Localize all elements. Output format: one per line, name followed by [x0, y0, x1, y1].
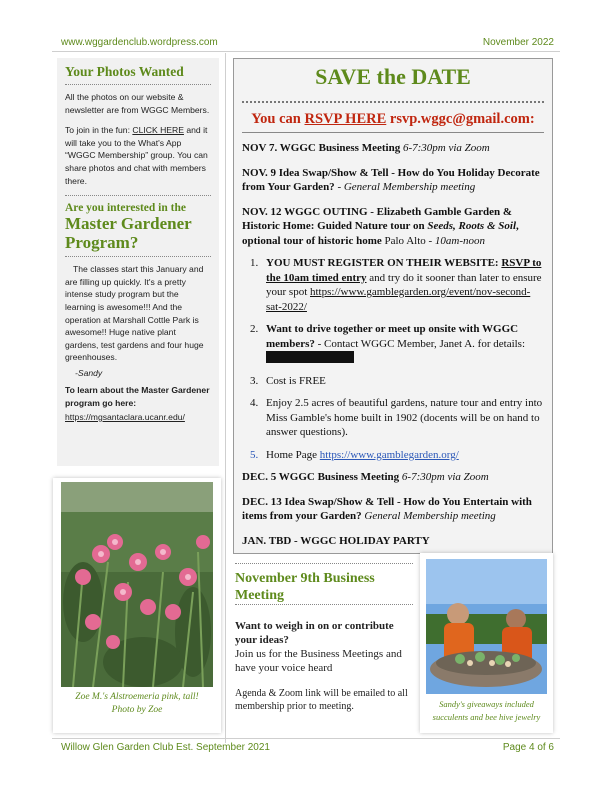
list-number: 1. [250, 257, 259, 269]
business-meeting-body: Join us for the Business Meetings and have your voice heard [235, 648, 402, 674]
list-item [242, 322, 544, 366]
event-title: NOV 7. WGGC Business Meeting [242, 142, 401, 154]
event-nov9 [242, 166, 544, 195]
list-item [242, 448, 544, 463]
event-dec13 [242, 495, 544, 524]
photos-wanted-text: All the photos on our website & newsletter are from WGGC Members. [65, 92, 210, 115]
rsvp-line [242, 111, 544, 128]
master-gardener-heading: Master Gardener Program? [65, 214, 192, 253]
footer-divider [52, 738, 560, 739]
list-number: 4. [250, 397, 259, 409]
event-title: NOV. 9 Idea Swap/Show & Tell - How do You Holiday Decorate from Your Garden? [242, 166, 540, 193]
dotted-divider [65, 256, 211, 257]
divider [242, 132, 544, 133]
event-time: 6-7:30pm via Zoom [399, 471, 489, 483]
tour-topic: Seeds, Roots & Soil [427, 220, 516, 232]
event-type: - General Membership meeting [334, 181, 476, 193]
rsvp-here-link[interactable]: RSVP HERE [304, 111, 387, 127]
join-suffix: and it will take you to the What's App “WGGC Membership” group. You can share photos and chat with members there. [65, 125, 208, 186]
list-text: Home Page [266, 448, 320, 461]
event-nov12 [242, 205, 544, 249]
event-time: 6-7:30pm via Zoom [400, 142, 490, 154]
event-title: DEC. 13 Idea Swap/Show & Tell - How do You Entertain with items from your Garden? [242, 495, 532, 522]
gamble-home-link[interactable]: https://www.gamblegarden.org/ [319, 448, 459, 461]
list-text: Cost is FREE [266, 374, 326, 387]
giveaways-photo-card [420, 553, 553, 733]
event-location: Palo Alto - [381, 234, 433, 247]
caption-line: Photo by Zoe [111, 705, 163, 715]
master-gardener-subheading: Are you interested in the [65, 202, 186, 215]
business-meeting-question: Want to weigh in on or contribute your ideas? [235, 620, 394, 646]
redacted-contact [266, 351, 354, 363]
giveaways-caption [420, 698, 553, 724]
list-item [242, 374, 544, 389]
list-item [242, 256, 544, 314]
giveaways-photo [420, 559, 553, 694]
dotted-divider [235, 604, 413, 605]
footer-club-name: Willow Glen Garden Club Est. September 2021 [61, 742, 270, 753]
column-divider [225, 53, 226, 743]
rsvp-timed-entry: RSVP to the 10am timed entry [266, 257, 542, 284]
join-prefix: To join in the fun: [65, 125, 133, 136]
gamble-event-link[interactable]: https://www.gamblegarden.org/event/nov-second-sat-2022/ [266, 286, 531, 313]
alstroemeria-photo [53, 482, 221, 687]
footer-page-number: Page 4 of 6 [502, 742, 554, 753]
business-meeting-section [235, 563, 413, 713]
header-divider [52, 51, 560, 52]
event-title: JAN. TBD - WGGC HOLIDAY PARTY [242, 534, 430, 547]
caption-line: Sandy's giveaways included [439, 699, 534, 709]
list-bold: Want to drive together or meet up onsite with WGGC members? [266, 323, 519, 350]
learn-more-text: To learn about the Master Gardener program go here: [65, 384, 210, 408]
list-text: - Contact WGGC Member, Janet A. for details: [314, 337, 526, 350]
join-paragraph [65, 124, 211, 187]
dotted-divider [242, 101, 544, 103]
list-item [242, 396, 544, 440]
list-bold: YOU MUST REGISTER ON THEIR WEBSITE: [266, 257, 502, 269]
event-time: 10am-noon [432, 234, 486, 247]
header-date: November 2022 [482, 37, 554, 48]
list-number: 5. [250, 448, 259, 461]
alstroemeria-caption [53, 691, 221, 717]
business-meeting-title: November 9th Business Meeting [235, 571, 375, 603]
master-gardener-link[interactable]: https://mgsantaclara.ucanr.edu/ [65, 412, 185, 423]
list-number: 2. [250, 323, 259, 335]
event-title: DEC. 5 WGGC Business Meeting [242, 471, 400, 483]
list-text: and try do it sooner than later to ensure your spot [266, 271, 542, 298]
event-title-cont: , optional tour of historic home [242, 220, 519, 247]
click-here-link[interactable]: CLICK HERE [132, 125, 184, 136]
header-url[interactable]: www.wggardenclub.wordpress.com [61, 37, 218, 48]
event-title: NOV. 12 WGGC OUTING - Elizabeth Gamble Garden & Historic Home: Guided Nature tour on [242, 205, 513, 232]
dotted-divider [65, 195, 211, 196]
signature: -Sandy [75, 367, 103, 378]
photos-wanted-title: Your Photos Wanted [65, 64, 184, 79]
list-number: 3. [250, 374, 259, 387]
caption-line: succulents and bee hive jewelry [432, 712, 541, 722]
business-meeting-agenda: Agenda & Zoom link will be emailed to all membership prior to meeting. [235, 688, 408, 712]
save-the-date-title: SAVE the DATE [315, 64, 471, 89]
save-the-date-box [233, 58, 553, 554]
dotted-divider [65, 84, 211, 85]
outing-details-list [242, 256, 544, 462]
list-text: Enjoy 2.5 acres of beautiful gardens, nature tour and entry into Miss Gamble's home built in 1902 (docents will be on hand to answer questions). [266, 397, 543, 438]
dotted-divider [235, 563, 413, 564]
rsvp-prefix: You can [251, 111, 305, 127]
event-dec5 [242, 470, 544, 485]
left-sidebar [57, 58, 219, 466]
event-jan [242, 534, 544, 549]
rsvp-email: rsvp.wggc@gmail.com: [386, 111, 535, 127]
event-type: General Membership meeting [361, 510, 496, 522]
event-nov7 [242, 141, 544, 156]
master-gardener-body: The classes start this January and are filling up quickly. It's a pretty intense study program but the learning is awesome!!! And the operation at Marshall Cottle Park is awesome!! Huge native plant gardens, test gardens and four huge greenhouses. [65, 264, 204, 363]
caption-line: Zoe M.'s Alstroemeria pink, tall! [75, 692, 199, 702]
alstroemeria-photo-card [53, 478, 221, 733]
